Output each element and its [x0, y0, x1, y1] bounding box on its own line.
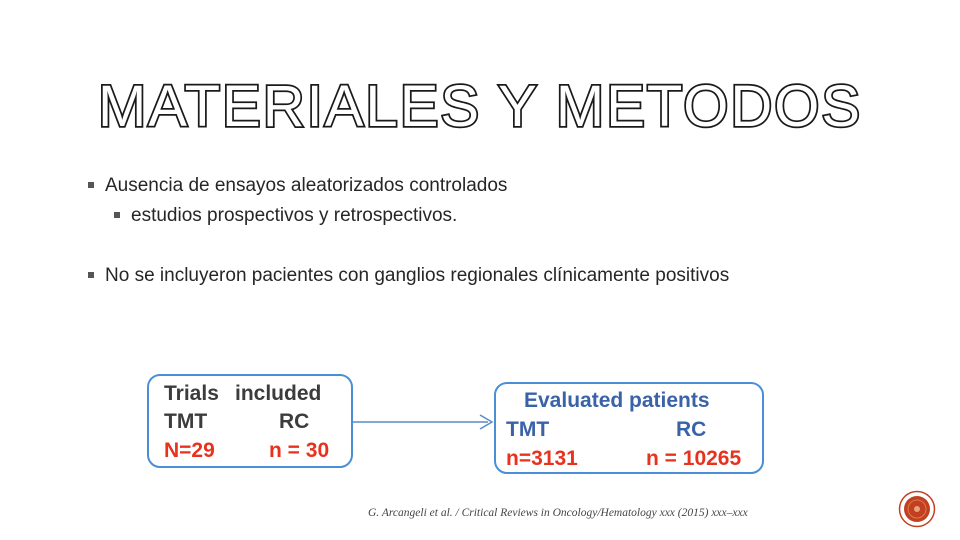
sub-bullet-item [114, 203, 868, 228]
citation: G. Arcangeli et al. / Critical Reviews in Oncology/Hematology xxx (2015) xxx–xxx [368, 507, 748, 519]
slide-title: MATERIALES Y METODOS [97, 74, 863, 139]
rc-trials-count: n = 30 [269, 439, 330, 462]
bullet-item [88, 263, 868, 288]
rc-label: RC [279, 410, 310, 433]
tmt-trials-count: N=29 [164, 439, 215, 462]
arrow-right-icon [352, 412, 500, 432]
bullet-marker-icon [88, 182, 94, 188]
tmt-label: TMT [164, 410, 208, 433]
trials-included-box [147, 374, 353, 468]
sub-bullet-text: estudios prospectivos y retrospectivos. [131, 205, 458, 226]
bullet-marker-icon [114, 212, 120, 218]
bullet-text: No se incluyeron pacientes con ganglios regionales clínicamente positivos [105, 265, 730, 286]
box-header-trials: Trials [164, 382, 219, 405]
box-header-evaluated-patients: Evaluated patients [524, 389, 710, 412]
box-header-included: included [235, 382, 322, 405]
bullet-item [88, 173, 868, 198]
circular-red-seal-icon [898, 490, 936, 528]
bullet-list [88, 170, 868, 288]
bullet-marker-icon [88, 272, 94, 278]
rc-label: RC [676, 418, 707, 441]
tmt-label: TMT [506, 418, 550, 441]
rc-patients-count: n = 10265 [646, 447, 742, 470]
tmt-patients-count: n=3131 [506, 447, 578, 470]
bullet-text: Ausencia de ensayos aleatorizados controlados [105, 175, 508, 196]
evaluated-patients-box [494, 382, 764, 474]
